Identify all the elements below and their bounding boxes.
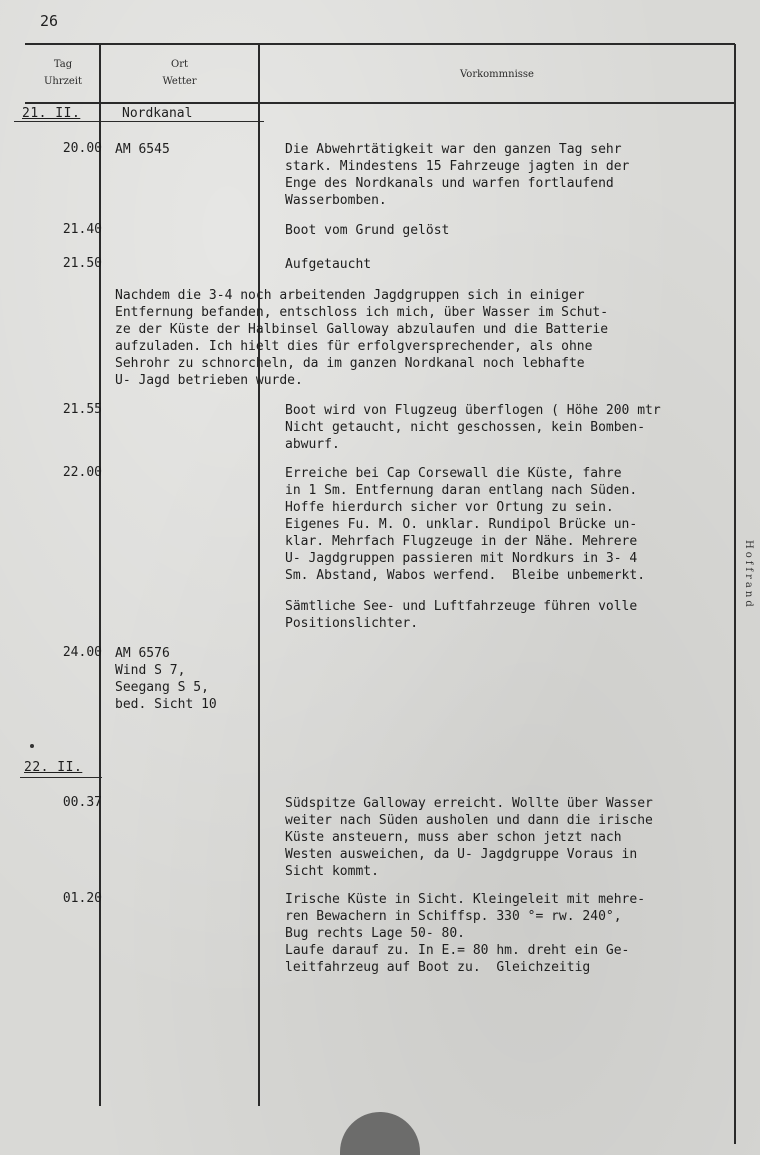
- entry-time: 24.00: [62, 645, 102, 660]
- entry-text: Irische Küste in Sicht. Kleingeleit mit mehre- ren Bewachern in Schiffsp. 330 °= rw. 240°, Bug rechts Lage 50- 80. Laufe darauf zu. In E.= 80 hm. dreht ein Ge- leitfahrzeug auf Boot zu. Gleichzeitig: [285, 892, 646, 975]
- entry-paragraph: Nachdem die 3-4 noch arbeitenden Jagdgruppen sich in einiger Entfernung befanden, entschloss ich mich, über Wasser im Schut- ze der Küste der Halbinsel Galloway abzulaufen und die Batterie aufzuladen. Ich hielt dies für erfolgversprechender, als ohne Sehrohr zu schnorcheln, da im ganzen Nordkanal noch lebhafte U- Jagd betrieben wurde.: [115, 288, 609, 388]
- section-date-2: 22. II.: [24, 760, 83, 775]
- right-border: [734, 44, 736, 1144]
- header-vorkommnisse: Vorkommnisse: [460, 69, 534, 80]
- entry-time: 21.55: [62, 402, 102, 417]
- section-location-1: Nordkanal: [122, 106, 193, 121]
- entry-time: 22.00: [62, 465, 102, 480]
- entry-place: AM 6545: [115, 142, 170, 157]
- section-rule-1: [14, 121, 264, 122]
- margin-mark: [30, 744, 34, 748]
- entry-text: Erreiche bei Cap Corsewall die Küste, fahre in 1 Sm. Entfernung daran entlang nach Süden. Hoffe hierdurch sicher vor Ortung zu sein. Eigenes Fu. M. O. unklar. Rundipol Brücke un- klar. Mehrfach Flugzeuge in der Nähe. Mehrere U- Jagdgruppen passieren mit Nordkurs in 3- 4 Sm. Abstand, Wabos werfend. Bleibe unbemerkt.: [285, 466, 646, 583]
- entry-time: 01.20: [62, 891, 102, 906]
- header-tag: Tag: [53, 59, 73, 70]
- header-col-time: [28, 56, 98, 90]
- header-ort: Ort: [171, 59, 188, 70]
- entry-text: Die Abwehrtätigkeit war den ganzen Tag sehr stark. Mindestens 15 Fahrzeuge jagten in der Enge des Nordkanals und warfen fortlaufend Wasserbomben.: [285, 142, 630, 208]
- section-rule-2: [20, 777, 102, 778]
- entry-time: 20.00: [62, 141, 102, 156]
- entry-text: Boot wird von Flugzeug überflogen ( Höhe 200 mtr Nicht getaucht, nicht geschossen, kein Bomben- abwurf.: [285, 403, 661, 452]
- header-col-events: [262, 66, 732, 83]
- side-margin-note: Hoffrand: [743, 540, 754, 610]
- header-bottom-rule: [25, 102, 735, 104]
- entry-place-weather: AM 6576 Wind S 7, Seegang S 5, bed. Sicht 10: [115, 646, 217, 712]
- entry-text: Aufgetaucht: [285, 257, 372, 272]
- section-date-1: 21. II.: [22, 106, 81, 121]
- column-divider-1: [99, 44, 101, 1106]
- header-wetter: Wetter: [162, 76, 197, 87]
- entry-time: 21.40: [62, 222, 102, 237]
- entry-text: Sämtliche See- und Luftfahrzeuge führen volle Positionslichter.: [285, 599, 638, 631]
- entry-text: Boot vom Grund gelöst: [285, 223, 450, 238]
- top-rule: [25, 43, 735, 45]
- header-col-place: [102, 56, 257, 90]
- header-uhrzeit: Uhrzeit: [43, 76, 83, 87]
- column-divider-2: [258, 44, 260, 1106]
- entry-text: Südspitze Galloway erreicht. Wollte über Wasser weiter nach Süden ausholen und dann die irische Küste ansteuern, muss aber schon jetzt nach Westen ausweichen, da U- Jagdgruppe Voraus in Sicht kommt.: [285, 796, 653, 879]
- entry-time: 21.50: [62, 256, 102, 271]
- entry-time: 00.37: [62, 795, 102, 810]
- page-number: 26: [40, 12, 59, 30]
